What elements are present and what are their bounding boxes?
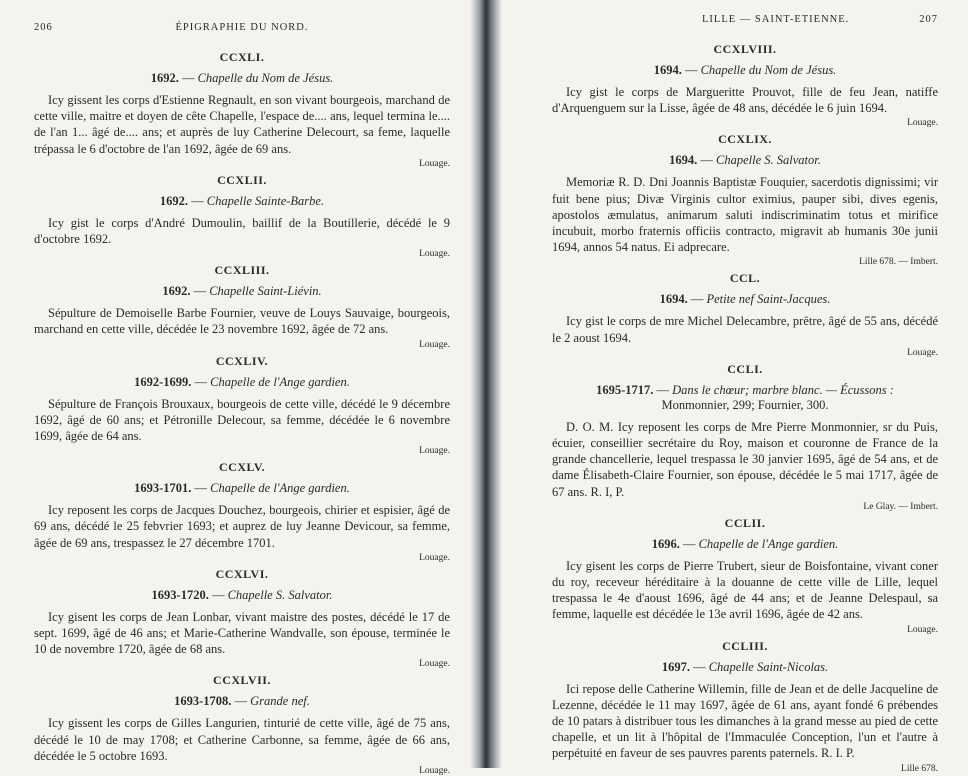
entry-location: Chapelle Saint-Liévin. (209, 284, 322, 299)
inscription-entry (552, 639, 938, 774)
entry-heading: 1694. — Chapelle du Nom de Jésus. (653, 63, 837, 77)
entry-source: Louage. (419, 249, 450, 260)
inscription-entry (34, 354, 450, 457)
entry-text: Memoriæ R. D. Dni Joannis Baptistæ Fouquier, sacerdotis dignissimi; vir fuit bene pius; Divæ Virginis cultor eximius, pauper sibi, dives egenis, apostolos æmulatus, animarum saluti indiscriminatim totus et mirifice incubuit, morbo fraternis officiis contracto, migravit ab humanis 30e junii 1694, annos 54 natus. Ei adprecare. (552, 175, 938, 255)
entry-source: Louage. (419, 766, 450, 776)
inscription-entry (34, 460, 450, 563)
entry-number: CCXLVI. (215, 566, 269, 581)
entry-location: Chapelle du Nom de Jésus. (197, 71, 334, 85)
entry-source: Louage. (907, 624, 938, 635)
entry-location: Chapelle de l'Ange gardien. (210, 481, 350, 496)
entry-number: CCLI. (727, 361, 763, 376)
entry-source: Louage. (907, 118, 938, 129)
entry-number: CCL. (729, 271, 761, 286)
entry-date: 1693-1701. (134, 481, 192, 496)
right-running-title: LILLE — SAINT-ETIENNE. (702, 14, 850, 25)
entry-text: Icy gissent les corps d'Estienne Regnault, en son vivant bourgeois, marchand de cette ville, maitre et doyen de cête Chapelle, l'espace de.... ans, lequel termina le.... de l'an 1... âgé de.... ans; et auprès de luy Catherine Delecourt, sa feme, laquelle trépassa le 6 d'octobre de l'an 1692, âgée de 69 ans. (34, 93, 450, 156)
entry-number: CCXLI. (219, 50, 265, 64)
entry-number: CCXLIII. (214, 263, 270, 278)
entry-text: Icy reposent les corps de Jacques Douchez, bourgeois, chirier et espisier, âgé de 69 ans, décédé le 25 febvrier 1693; et auprez de luy Jeanne Devicour, sa femme, âgée de 69 ans, trespassez le 27 décembre 1701. (34, 503, 450, 550)
entry-number: CCXLVIII. (713, 42, 777, 56)
entry-source: Louage. (419, 552, 450, 563)
inscription-entry (34, 673, 450, 776)
entry-date: 1692. (159, 193, 189, 208)
entry-date: 1694. (669, 153, 698, 168)
entry-location: Grande nef. (250, 694, 310, 709)
left-entries (34, 50, 450, 776)
entry-heading: 1692. — Chapelle Saint-Liévin. (162, 284, 322, 299)
entry-text: Icy gissent les corps de Gilles Langurien, tinturié de cette ville, âgé de 75 ans, décédé le 10 de may 1708; et Catherine Carbonne, sa femme, âgée de 66 ans, décédée le 5 octobre 1693. (34, 716, 450, 763)
entry-source: Louage. (907, 347, 938, 358)
entry-text: Icy gisent les corps de Jean Lonbar, vivant maistre des postes, décédé le 17 de sept. 1699, âgé de 46 ans; et Marie-Catherine Wandvalle, son épouse, terminée le 10 de novembre 1720, âgée de 68 ans. (34, 609, 450, 657)
entry-text: Ici repose delle Catherine Willemin, fille de Jean et de delle Jacqueline de Lezenne, décédée le 11 may 1697, âgée de 61 ans, ayant fondé 6 prébendes de 10 patars à distribuer tous les dimanches à la grand messe au pied de cette chapelle, et un lit à l'hôpital de l'Immaculée Conception, l'un et l'autre à perpétuité en faveur de ses pauvres parents paternels. R. I. P. (552, 681, 938, 761)
entry-heading: 1693-1708. — Grande nef. (174, 694, 310, 709)
left-running-head (34, 22, 450, 38)
entry-source: Le Glay. — Imbert. (863, 501, 938, 512)
inscription-entry (552, 516, 938, 635)
entry-text: Icy gisent les corps de Pierre Trubert, sieur de Boisfontaine, vivant coner du roy, receveur héréditaire à la douanne de cette ville de Lille, lequel trespassa le 4e d'aoust 1696, âgé de 44 ans; et de Jeanne Delespaul, sa femme, laquelle est décédée le 13e avril 1696, âgée de 42 ans. (552, 558, 938, 622)
inscription-entry (34, 50, 450, 169)
entry-number: CCXLVII. (213, 673, 271, 688)
entry-text: Sépulture de Demoiselle Barbe Fournier, veuve de Louys Sauvaige, bourgeois, marchand en cette ville, décédée le 23 novembre 1692, âgée de 72 ans. (34, 306, 450, 337)
entry-location: Chapelle S. Salvator. (716, 153, 821, 168)
right-entries (552, 42, 938, 774)
entry-text: Sépulture de François Brouxaux, bourgeois de cette ville, décédé le 9 décembre 1692, âgé de 60 ans; et Pétronille Delecour, sa femme, décédée le 6 novembre 1699, âgée de 64 ans. (34, 396, 450, 444)
inscription-entry (552, 132, 938, 267)
inscription-entry (552, 42, 938, 128)
entry-location: Petite nef Saint-Jacques. (706, 292, 831, 307)
entry-number: CCXLIV. (215, 353, 269, 368)
entry-text: Icy gist le corps d'André Dumoulin, baillif de la Boutillerie, décédé le 9 d'octobre 1692. (34, 215, 450, 247)
inscription-entry (552, 271, 938, 357)
entry-heading: 1694. — Petite nef Saint-Jacques. (659, 292, 831, 307)
entry-text: Icy gist le corps de Margueritte Prouvot, fille de feu Jean, natiffe d'Arquenguem sur la Lisse, âgée de 48 ans, décédée le 6 juin 1694. (552, 85, 938, 116)
entry-heading: 1692. — Chapelle Sainte-Barbe. (159, 193, 325, 208)
entry-date: 1693-1720. (151, 587, 209, 602)
entry-text: Icy gist le corps de mre Michel Delecambre, prêtre, âgé de 55 ans, décédé le 2 aoust 1694. (552, 314, 938, 345)
entry-source: Louage. (419, 339, 450, 350)
book-gutter (470, 0, 502, 768)
entry-number: CCLII. (724, 515, 766, 530)
entry-location: Chapelle du Nom de Jésus. (700, 63, 837, 77)
entry-location: Chapelle S. Salvator. (227, 587, 333, 602)
entry-number: CCXLV. (218, 460, 266, 475)
inscription-entry (552, 362, 938, 512)
entry-date: 1692-1699. (134, 374, 192, 389)
right-page-number: 207 (919, 14, 938, 25)
entry-date: 1692. (150, 71, 179, 85)
inscription-entry (34, 263, 450, 349)
entry-date: 1694. (659, 292, 688, 307)
entry-date: 1695-1717. (596, 382, 654, 397)
entry-location: Chapelle Sainte-Barbe. (206, 193, 325, 208)
entry-heading: 1692-1699. — Chapelle de l'Ange gardien. (134, 374, 350, 389)
entry-heading: 1693-1720. — Chapelle S. Salvator. (151, 587, 333, 602)
entry-date: 1696. (651, 536, 680, 551)
entry-number: CCXLIX. (718, 132, 772, 147)
entry-source: Louage. (419, 659, 450, 670)
entry-heading: 1694. — Chapelle S. Salvator. (669, 153, 821, 168)
left-running-title: ÉPIGRAPHIE DU NORD. (175, 22, 309, 33)
entry-source: Lille 678. — Imbert. (859, 257, 938, 268)
inscription-entry (34, 173, 450, 259)
entry-text: D. O. M. Icy reposent les corps de Mre Pierre Monmonnier, sr du Puis, écuier, conseillier secrétaire du Roy, maison et couronne de France de la grande chancellerie, lequel trespassa le 30 janvier 1695, âgé de 54 ans, et de dame Élisabeth-Claire Fournier, son épouse, décédée le 5 mai 1717, âgée de 67 ans. R. I, P. (552, 419, 938, 499)
entry-location: Chapelle Saint-Nicolas. (708, 659, 829, 674)
entry-heading: 1696. — Chapelle de l'Ange gardien. (651, 536, 839, 551)
entry-date: 1694. (653, 63, 682, 77)
entry-heading: 1695-1717. — Dans le chœur; marbre blanc. — Écussons : Monmonnier, 299; Fournier, 300. (552, 383, 938, 413)
entry-location: Chapelle de l'Ange gardien. (210, 374, 350, 389)
left-page-number: 206 (34, 22, 53, 33)
entry-date: 1692. (162, 284, 191, 299)
entry-number: CCLIII. (722, 638, 768, 653)
entry-heading: 1692. — Chapelle du Nom de Jésus. (150, 71, 334, 85)
entry-number: CCXLII. (217, 172, 267, 187)
entry-date: 1697. (661, 659, 690, 674)
right-running-head (552, 14, 938, 30)
entry-source: Lille 678. (901, 763, 938, 774)
entry-heading-extra: Monmonnier, 299; Fournier, 300. (661, 397, 829, 412)
entry-heading: 1697. — Chapelle Saint-Nicolas. (661, 659, 829, 674)
inscription-entry (34, 567, 450, 670)
right-page (500, 0, 968, 774)
entry-source: Louage. (419, 158, 450, 169)
entry-source: Louage. (419, 446, 450, 457)
entry-location: Dans le chœur; marbre blanc. — Écussons : (672, 382, 894, 397)
left-page (0, 0, 468, 776)
entry-date: 1693-1708. (174, 694, 232, 709)
entry-heading: 1693-1701. — Chapelle de l'Ange gardien. (134, 481, 350, 496)
entry-location: Chapelle de l'Ange gardien. (698, 536, 839, 551)
